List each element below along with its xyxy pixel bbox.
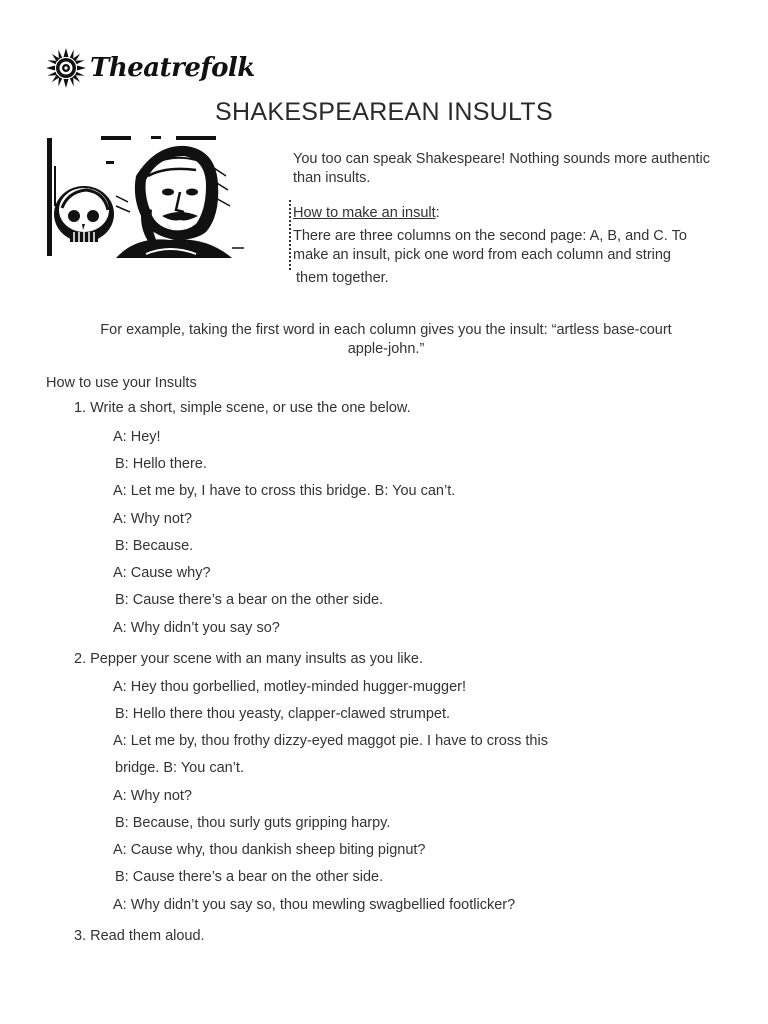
step-1: 1. Write a short, simple scene, or use the one below. xyxy=(74,400,411,416)
how-to-make-body-tail: them together. xyxy=(296,270,389,286)
how-to-make-heading xyxy=(293,204,713,223)
scene1-line: A: Why didn’t you say so? xyxy=(113,620,280,636)
scene1-line: A: Cause why? xyxy=(113,565,211,581)
scene2-line: B: Because, thou surly guts gripping harpy. xyxy=(115,815,391,831)
scene2-line: A: Why not? xyxy=(113,788,192,804)
scene1-line: B: Cause there’s a bear on the other side. xyxy=(115,592,384,608)
theatrefolk-logo xyxy=(46,48,255,88)
how-to-make-body: There are three columns on the second page: A, B, and C. To make an insult, pick one word from each column and string xyxy=(293,228,687,263)
scene2-line: A: Hey thou gorbellied, motley-minded hugger-mugger! xyxy=(113,679,467,695)
scene2-line: A: Let me by, thou frothy dizzy-eyed maggot pie. I have to cross this xyxy=(113,733,548,749)
scene2-line: bridge. B: You can’t. xyxy=(115,760,244,776)
step-2: 2. Pepper your scene with an many insults as you like. xyxy=(74,651,423,667)
shakespeare-skull-illustration xyxy=(46,136,246,258)
scene1-line: B: Hello there. xyxy=(115,456,207,472)
how-to-make-heading-text: How to make an insult xyxy=(293,205,436,221)
scene1-line: A: Hey! xyxy=(113,429,161,445)
scene1-line: A: Why not? xyxy=(113,511,192,527)
scene2-line: B: Hello there thou yeasty, clapper-clawed strumpet. xyxy=(115,706,451,722)
page-title: SHAKESPEAREAN INSULTS xyxy=(215,98,553,126)
how-to-make-heading-colon: : xyxy=(435,205,440,221)
scene2-line: A: Why didn’t you say so, thou mewling swagbellied footlicker? xyxy=(113,897,516,913)
scene1-line: A: Let me by, I have to cross this bridge. B: You can’t. xyxy=(113,483,456,499)
scene1-line: B: Because. xyxy=(115,538,194,554)
how-to-use-heading: How to use your Insults xyxy=(46,375,197,391)
sunburst-icon xyxy=(46,48,86,88)
step-3: 3. Read them aloud. xyxy=(74,928,205,944)
logo-wordmark: Theatrefolk xyxy=(90,53,255,83)
scene2-line: A: Cause why, thou dankish sheep biting pignut? xyxy=(113,842,426,858)
scene2-line: B: Cause there’s a bear on the other side. xyxy=(115,869,384,885)
example-paragraph: For example, taking the first word in each column gives you the insult: “artless base-court apple-john.” xyxy=(100,322,672,357)
intro-paragraph: You too can speak Shakespeare! Nothing sounds more authentic than insults. xyxy=(293,151,711,186)
